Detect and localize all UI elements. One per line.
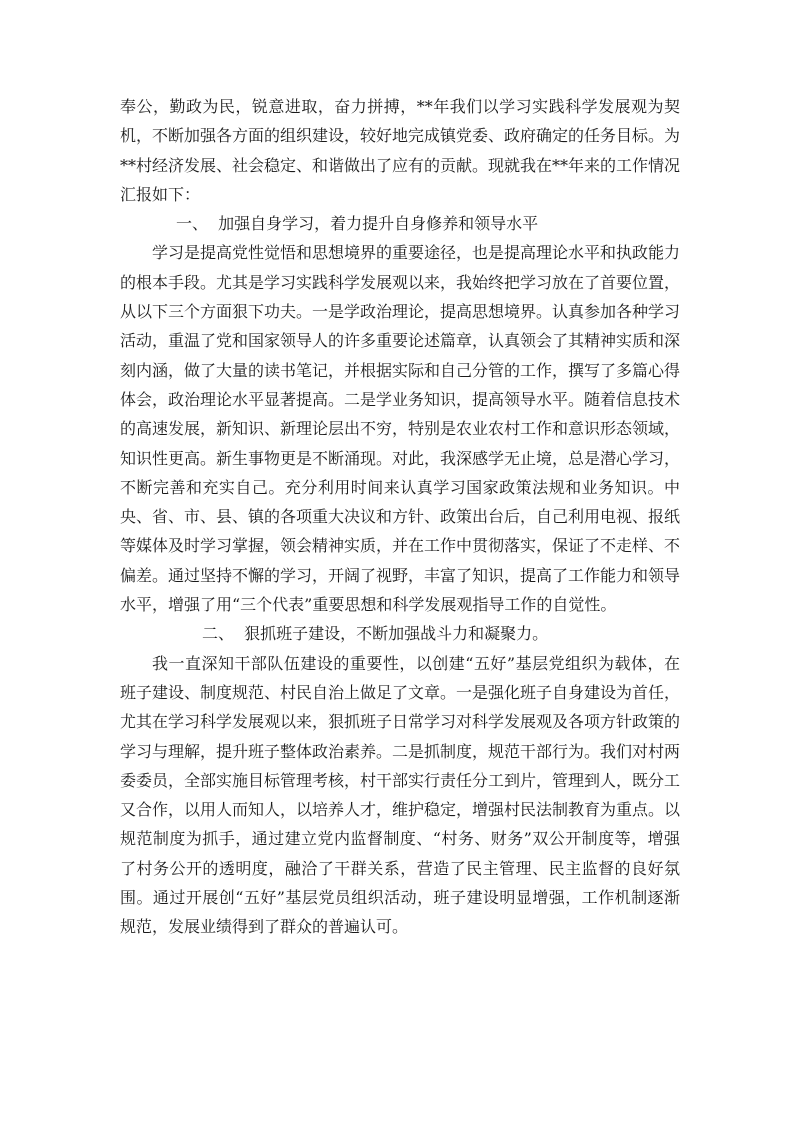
section-1-body: 学习是提高党性觉悟和思想境界的重要途径，也是提高理论水平和执政能力的根本手段。尤其是学习实践科学发展观以来，我始终把学习放在了首要位置，从以下三个方面狠下功夫。一是学政治理论，提高思想境界。认真参加各种学习活动，重温了党和国家领导人的许多重要论述篇章，认真领会了其精神实质和深刻内涵，做了大量的读书笔记，并根据实际和自己分管的工作，撰写了多篇心得体会，政治理论水平显著提高。二是学业务知识，提高领导水平。随着信息技术的高速发展，新知识、新理论层出不穷，特别是农业农村工作和意识形态领域，知识性更高。新生事物更是不断涌现。对此，我深感学无止境，总是潜心学习，不断完善和充实自己。充分利用时间来认真学习国家政策法规和业务知识。中央、省、市、县、镇的各项重大决议和方针、政策出台后，自己利用电视、报纸等媒体及时学习掌握，领会精神实质，并在工作中贯彻落实，保证了不走样、不偏差。通过坚持不懈的学习，开阔了视野，丰富了知识，提高了工作能力和领导水平，增强了用“三个代表”重要思想和科学发展观指导工作的自觉性。 xyxy=(120,243,681,615)
section-1-heading: 一、 加强自身学习，着力提升自身修养和领导水平 xyxy=(176,214,539,234)
document-page xyxy=(120,92,680,942)
intro-paragraph: 奉公，勤政为民，锐意进取，奋力拼搏，**年我们以学习实践科学发展观为契机，不断加强各方面的组织建设，较好地完成镇党委、政府确定的任务目标。为**村经济发展、社会稳定、和谐做出了应有的贡献。现就我在**年来的工作情况汇报如下： xyxy=(120,97,681,204)
section-2-heading: 二、 狠抓班子建设，不断加强战斗力和凝聚力。 xyxy=(202,624,549,644)
section-2-body: 我一直深知干部队伍建设的重要性，以创建“五好”基层党组织为载体，在班子建设、制度规范、村民自治上做足了文章。一是强化班子自身建设为首任，尤其在学习科学发展观以来，狠抓班子日常学习对科学发展观及各项方针政策的学习与理解，提升班子整体政治素养。二是抓制度，规范干部行为。我们对村两委委员，全部实施目标管理考核，村干部实行责任分工到片，管理到人，既分工又合作，以用人而知人，以培养人才，维护稳定，增强村民法制教育为重点。以规范制度为抓手，通过建立党内监督制度、“村务、财务”双公开制度等，增强了村务公开的透明度，融洽了干群关系，营造了民主管理、民主监督的良好氛围。通过开展创“五好”基层党员组织活动，班子建设明显增强，工作机制逐渐规范，发展业绩得到了群众的普遍认可。 xyxy=(120,653,681,937)
